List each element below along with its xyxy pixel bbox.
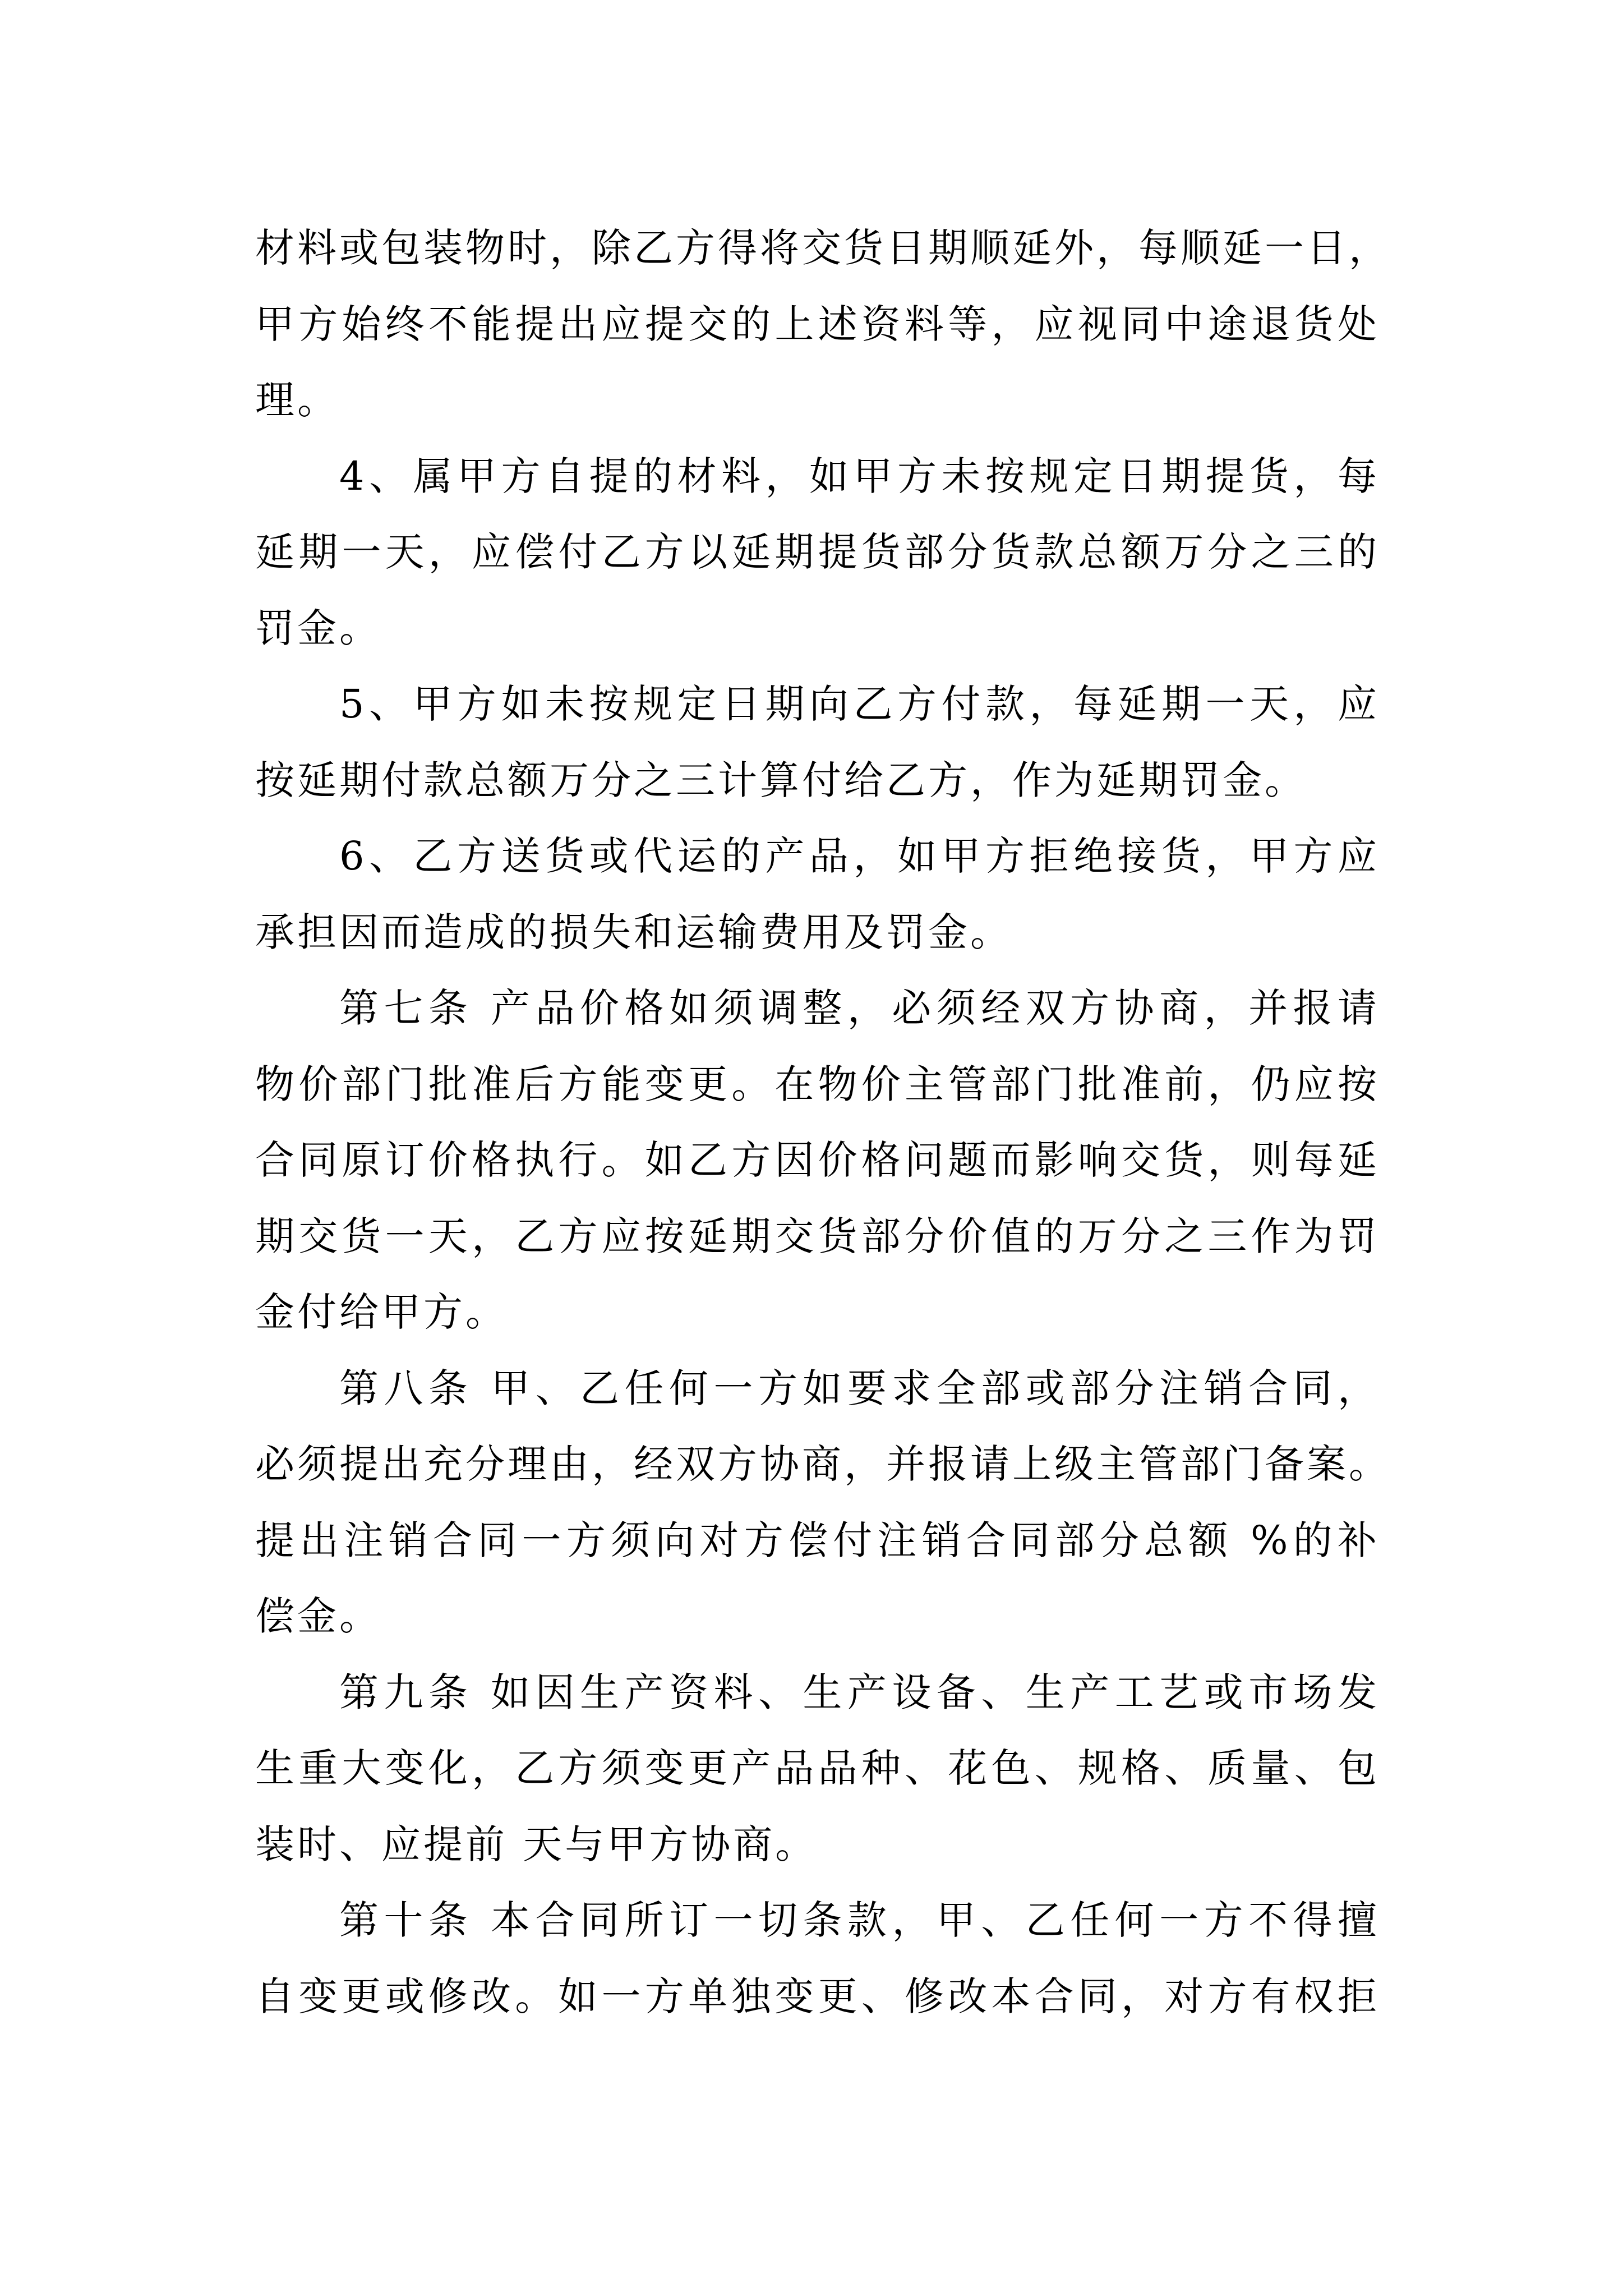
text-line: 第七条 产品价格如须调整，必须经双方协商，并报请	[339, 985, 1380, 1031]
text-line: 5、甲方如未按规定日期向乙方付款，每延期一天，应	[339, 681, 1380, 727]
text-line: 承担因而造成的损失和运输费用及罚金。	[255, 909, 1012, 955]
text-line: 偿金。	[255, 1593, 381, 1639]
text-line: 6、乙方送货或代运的产品，如甲方拒绝接货，甲方应	[339, 833, 1380, 879]
text-line: 材料或包装物时，除乙方得将交货日期顺延外，每顺延一日，	[255, 225, 1391, 271]
text-line: 必须提出充分理由，经双方协商，并报请上级主管部门备案。	[255, 1441, 1391, 1487]
text-line: 罚金。	[255, 605, 381, 651]
text-line: 第九条 如因生产资料、生产设备、生产工艺或市场发	[339, 1669, 1380, 1715]
text-line: 第十条 本合同所订一切条款，甲、乙任何一方不得擅	[339, 1897, 1380, 1943]
text-line: 提出注销合同一方须向对方偿付注销合同部分总额 %的补	[255, 1517, 1380, 1563]
text-line: 按延期付款总额万分之三计算付给乙方，作为延期罚金。	[255, 757, 1307, 803]
text-line: 金付给甲方。	[255, 1289, 508, 1335]
document-body	[255, 210, 1391, 2035]
text-line: 甲方始终不能提出应提交的上述资料等，应视同中途退货处	[255, 301, 1380, 347]
text-line: 第八条 甲、乙任何一方如要求全部或部分注销合同，	[339, 1365, 1380, 1411]
text-line: 期交货一天，乙方应按延期交货部分价值的万分之三作为罚	[255, 1213, 1380, 1259]
text-line: 延期一天，应偿付乙方以延期提货部分货款总额万分之三的	[255, 529, 1380, 575]
text-line: 理。	[255, 377, 339, 423]
text-line: 装时、应提前 天与甲方协商。	[255, 1821, 818, 1867]
text-line: 生重大变化，乙方须变更产品品种、花色、规格、质量、包	[255, 1745, 1380, 1791]
text-line: 自变更或修改。如一方单独变更、修改本合同，对方有权拒	[255, 1973, 1380, 2019]
text-line: 合同原订价格执行。如乙方因价格问题而影响交货，则每延	[255, 1137, 1380, 1183]
text-line: 物价部门批准后方能变更。在物价主管部门批准前，仍应按	[255, 1061, 1380, 1107]
text-line: 4、属甲方自提的材料，如甲方未按规定日期提货，每	[339, 453, 1380, 499]
